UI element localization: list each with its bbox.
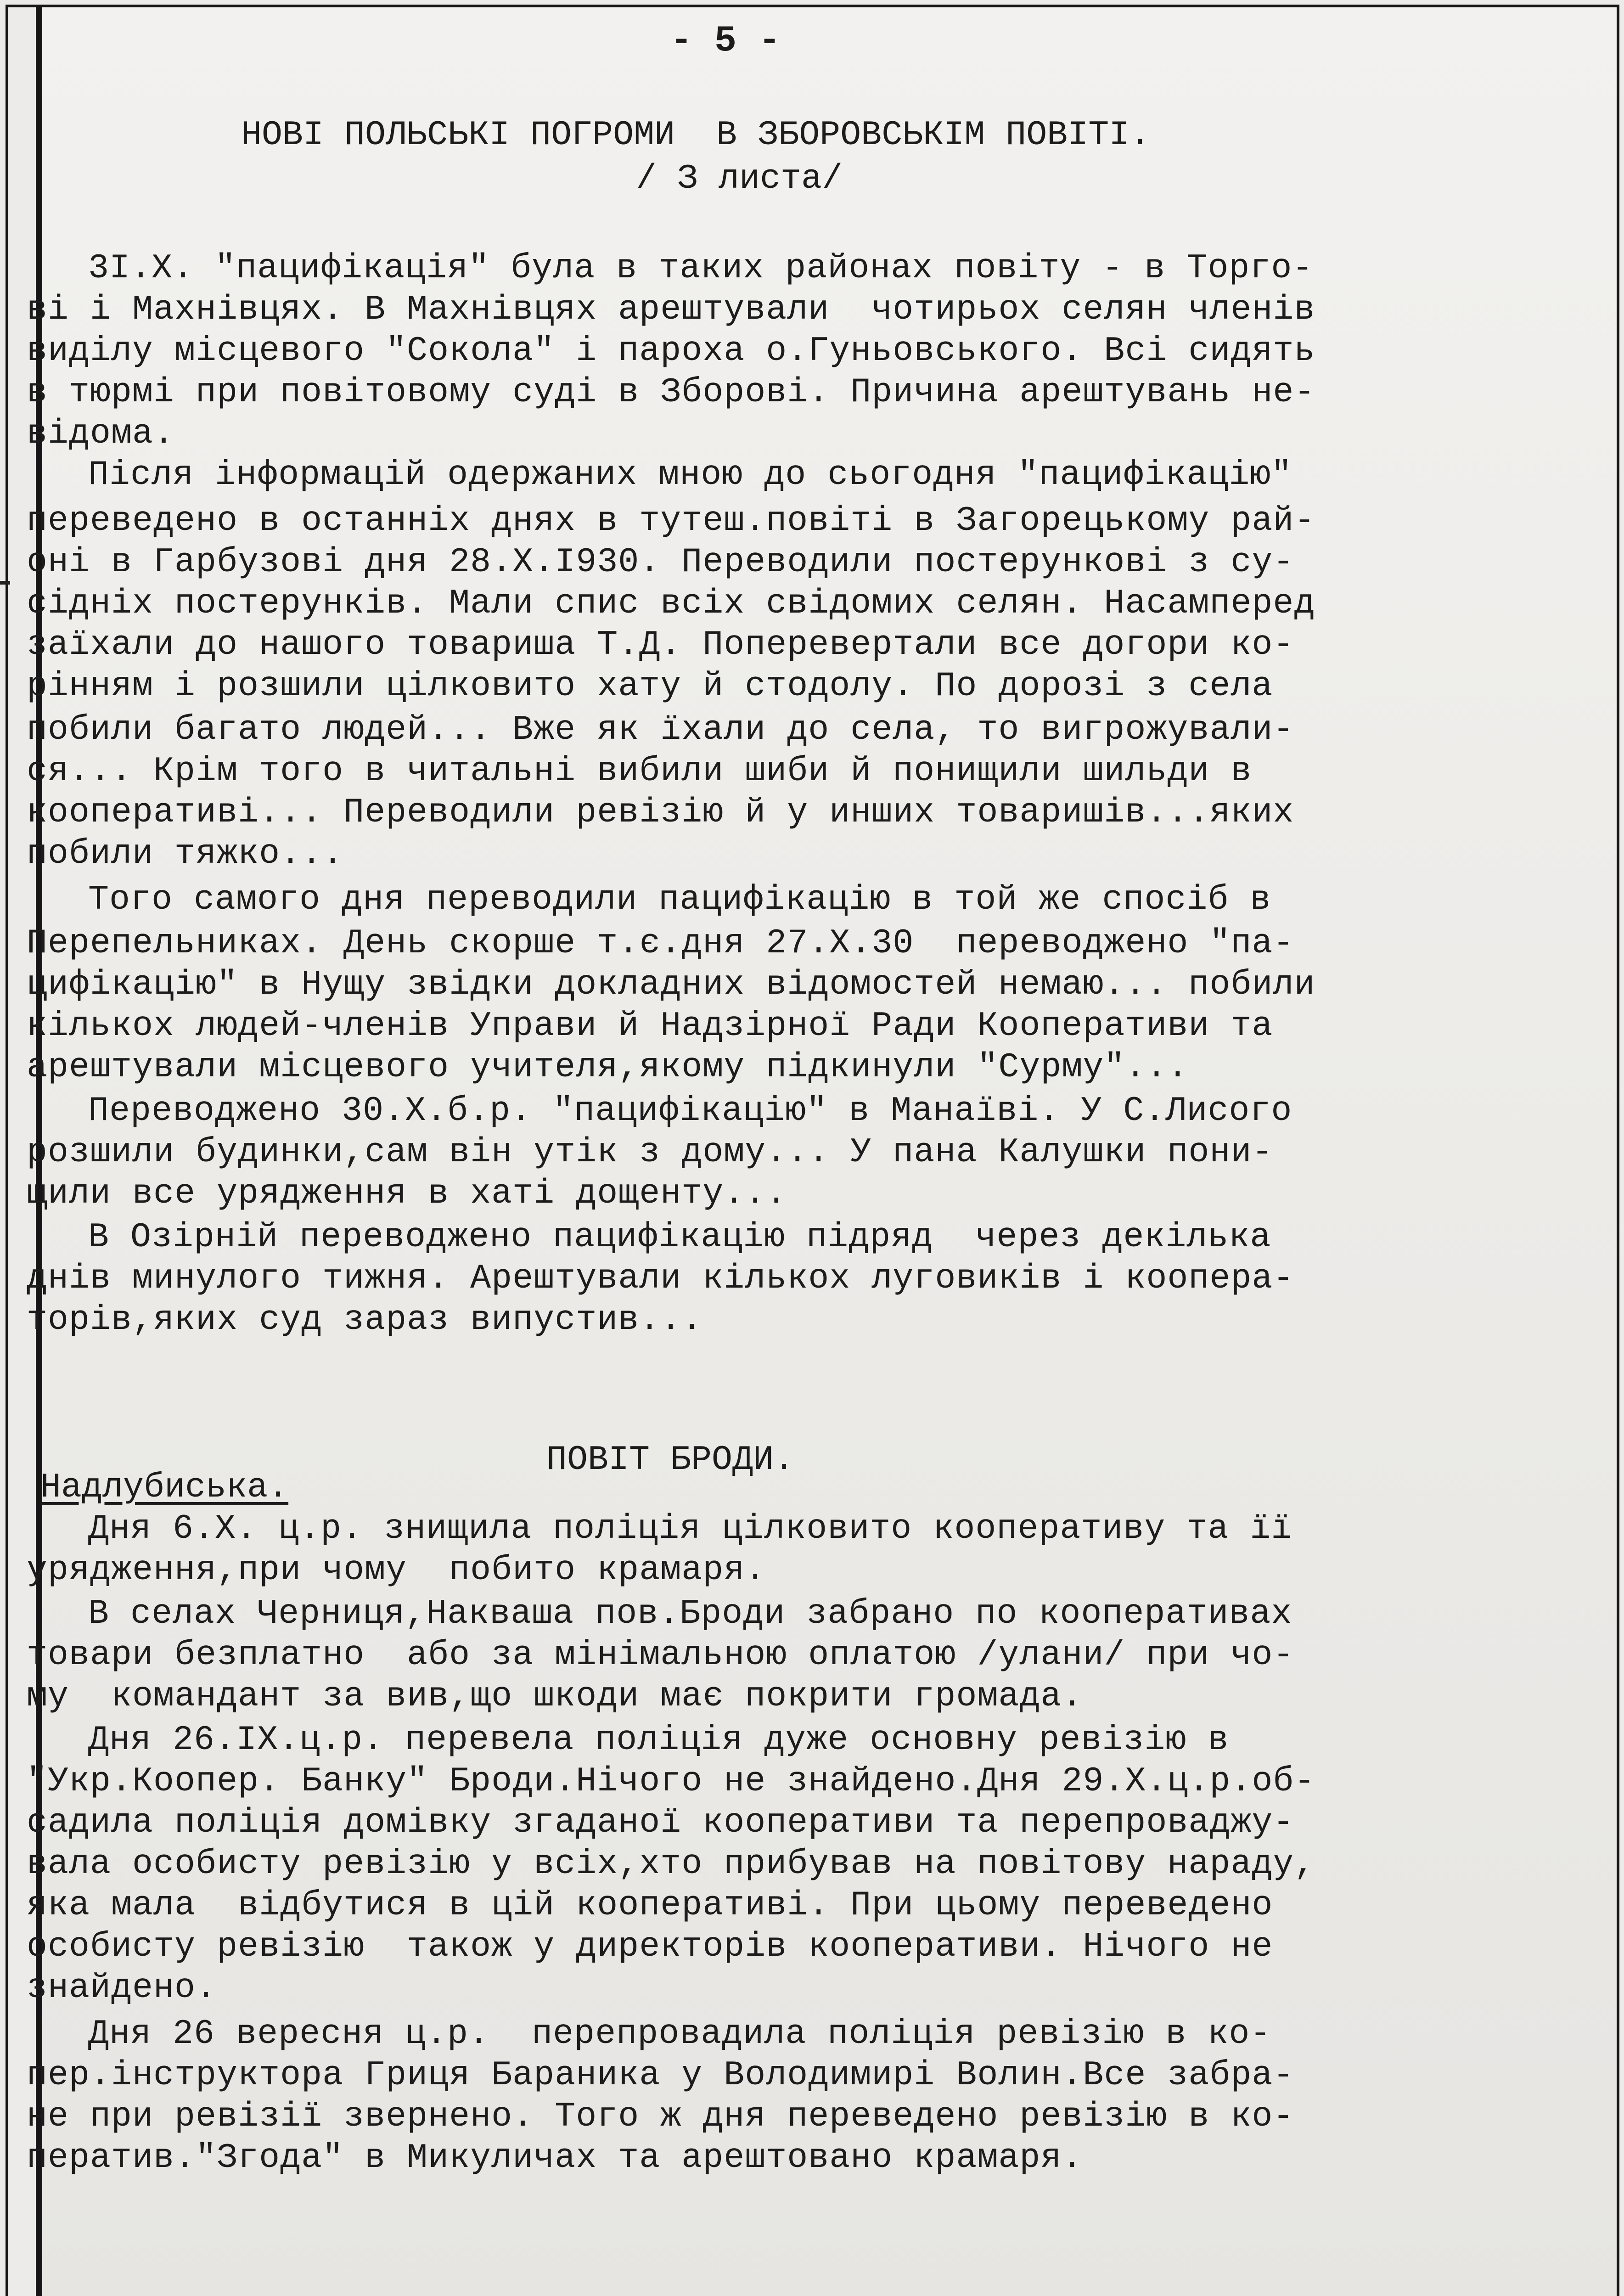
text-line: особисту ревізію також у директорів кооперативи. Нічого не	[27, 1927, 1273, 1966]
text-line: кількох людей-членів Управи й Надзірної Ради Кооперативи та	[27, 1007, 1273, 1046]
text-line: арештували місцевого учителя,якому підкинули "Сурму"...	[27, 1048, 1189, 1087]
document-title: НОВІ ПОЛЬСЬКІ ПОГРОМИ В ЗБОРОВСЬКІМ ПОВІТІ.	[241, 116, 1151, 155]
text-line: щили все урядження в хаті дощенту...	[27, 1174, 787, 1213]
text-line: заїхали до нашого товариша Т.Д. Поперевертали все догори ко-	[27, 625, 1294, 664]
text-line: не при ревізії звернено. Того ж дня переведено ревізію в ко-	[27, 2097, 1294, 2136]
page-number: - 5 -	[670, 20, 781, 62]
text-line: 3I.X. "пацифікація" була в таких районах повіту - в Торго-	[46, 249, 1314, 288]
text-line: відома.	[27, 414, 175, 453]
text-line: яка мала відбутися в цій кооперативі. При цьому переведено	[27, 1886, 1273, 1925]
text-line: розшили будинки,сам він утік з дому... У пана Калушки пони-	[27, 1133, 1273, 1172]
text-line: кооперативі... Переводили ревізію й у инших товаришів...яких	[27, 793, 1294, 832]
text-line: побили багато людей... Вже як їхали до села, то вигрожували-	[27, 710, 1294, 749]
text-line: виділу місцевого "Сокола" і пароха о.Гуньовського. Всі сидять	[27, 332, 1315, 371]
text-line: Того самого дня переводили пацифікацію в той же спосіб в	[46, 880, 1271, 919]
document-subtitle: / З листа/	[636, 159, 843, 198]
text-line: урядження,при чому побито крамаря.	[27, 1551, 766, 1590]
text-line: В Озірній переводжено пацифікацію підряд через декілька	[46, 1218, 1271, 1257]
text-line: цифікацію" в Нущу звідки докладних відомостей немаю... побили	[27, 965, 1315, 1004]
text-line: Перепельниках. День скорше т.є.дня 27.X.30 переводжено "па-	[27, 924, 1294, 963]
text-line: пер.інструктора Гриця Бараника у Володимирі Волин.Все забра-	[27, 2056, 1294, 2095]
text-line: Дня 26 вересня ц.р. перепровадила поліція ревізію в ко-	[46, 2015, 1271, 2054]
text-line: знайдено.	[27, 1969, 217, 2008]
text-line: побили тяжко...	[27, 834, 344, 873]
text-line: рінням і розшили цілковито хату й стодолу. По дорозі з села	[27, 667, 1273, 706]
section-heading: ПОВІТ БРОДИ.	[546, 1441, 795, 1480]
text-line: му командант за вив,що шкоди має покрити громада.	[27, 1677, 1083, 1716]
text-line: В селах Черниця,Накваша пов.Броди забрано по кооперативах	[46, 1594, 1292, 1633]
text-line: оні в Гарбузові дня 28.X.I930. Переводили постерункові з су-	[27, 543, 1294, 582]
village-heading: Надлубиська.	[40, 1468, 289, 1507]
text-line: Дня 26.IX.ц.р. перевела поліція дуже основну ревізію в	[46, 1721, 1229, 1760]
text-line: ператив."Згода" в Микуличах та арештовано крамаря.	[27, 2138, 1083, 2178]
text-line: Дня 6.X. ц.р. знищила поліція цілковито кооперативу та її	[46, 1509, 1292, 1548]
text-line: сідніх постерунків. Мали спис всіх свідомих селян. Насамперед	[27, 584, 1315, 623]
text-line: переведено в останніх днях в тутеш.повіті в Загорецькому рай-	[27, 501, 1315, 540]
text-line: Після інформацій одержаних мною до сьогодня "пацифікацію"	[46, 456, 1292, 495]
text-line: товари безплатно або за мінімальною оплатою /улани/ при чо-	[27, 1636, 1294, 1675]
text-line: днів минулого тижня. Арештували кількох луговиків і коопера-	[27, 1259, 1294, 1298]
text-line: ві і Махнівцях. В Махнівцях арештували чотирьох селян членів	[27, 290, 1315, 329]
text-line: Переводжено 30.X.б.р. "пацифікацію" в Манаїві. У С.Лисого	[46, 1092, 1292, 1131]
text-line: ся... Крім того в читальні вибили шиби й понищили шильди в	[27, 752, 1252, 791]
text-line: в тюрмі при повітовому суді в Зборові. Причина арештувань не-	[27, 373, 1315, 412]
margin-mark	[0, 581, 10, 585]
text-line: садила поліція домівку згаданої кооперативи та перепроваджу-	[27, 1803, 1294, 1842]
text-line: вала особисту ревізію у всіх,хто прибував на повітову нараду,	[27, 1845, 1315, 1884]
text-line: торів,яких суд зараз випустив...	[27, 1300, 703, 1339]
text-line: "Укр.Коопер. Банку" Броди.Нічого не знайдено.Дня 29.X.ц.р.об-	[27, 1762, 1315, 1801]
